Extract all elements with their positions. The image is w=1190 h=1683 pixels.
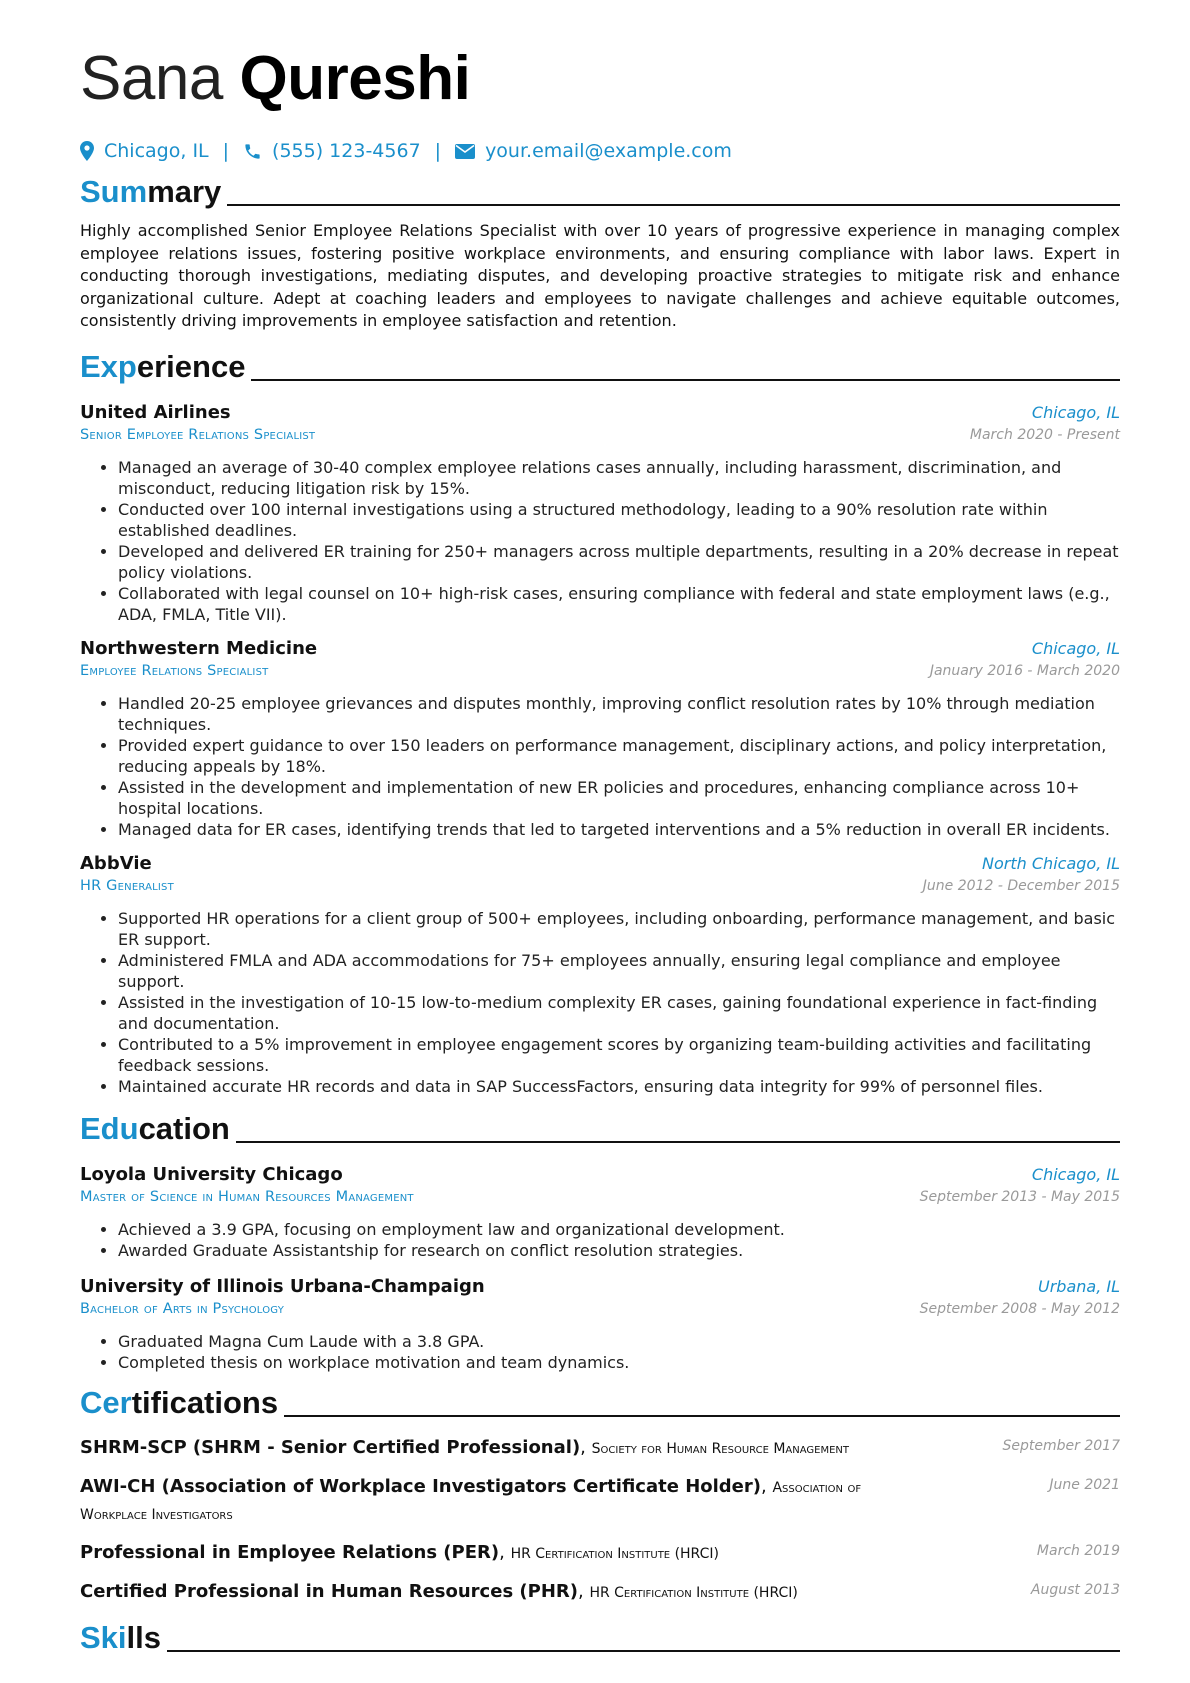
school-location: Urbana, IL — [1038, 1276, 1120, 1296]
contact-location — [80, 140, 209, 162]
bullet-item: • Developed and delivered ER training for 250+ managers across multiple departments, resulting in a 20% decrease in repeat policy violations. — [118, 541, 1120, 583]
bullet-item: • Awarded Graduate Assistantship for research on conflict resolution strategies. — [118, 1240, 1120, 1261]
location-text: Chicago, IL — [104, 140, 209, 162]
job-dates: January 2016 - March 2020 — [929, 662, 1120, 679]
cert-issuer: HR Certification Institute (HRCI) — [510, 1545, 719, 1562]
summary-text: Highly accomplished Senior Employee Relations Specialist with over 10 years of progressive experience in managing complex employee relations issues, fostering positive workplace environments, and ensuring compliance with labor laws. Expert in conducting thorough investigations, mediating disputes, and developing proactive strategies to mitigate risk and enhance organizational culture. Adept at coaching leaders and employees to navigate challenges and achieve equitable outcomes, consistently driving improvements in employee satisfaction and retention. — [80, 221, 1120, 331]
cert-name: AWI-CH (Association of Workplace Investigators Certificate Holder) — [80, 1475, 761, 1497]
bullet-item: • Assisted in the development and implementation of new ER policies and procedures, enhancing compliance across 10+ hospital locations. — [118, 777, 1120, 819]
summary-heading — [80, 172, 1120, 212]
education-heading — [80, 1109, 1120, 1149]
cert-date: September 2017 — [1002, 1437, 1120, 1454]
bullet-item: • Achieved a 3.9 GPA, focusing on employment law and organizational development. — [118, 1219, 1120, 1240]
bullet-item: • Maintained accurate HR records and data in SAP SuccessFactors, ensuring data integrity for 99% of personnel files. — [118, 1076, 1120, 1097]
section-divider — [251, 379, 1120, 381]
job-location: Chicago, IL — [1031, 402, 1120, 422]
school-location: Chicago, IL — [1031, 1164, 1120, 1184]
school-name: University of Illinois Urbana-Champaign — [80, 1275, 485, 1297]
bullet-item: • Conducted over 100 internal investigations using a structured methodology, leading to a 90% resolution rate within established deadlines. — [118, 499, 1120, 541]
school-entry — [80, 1275, 1120, 1373]
resume-page — [80, 40, 1120, 1658]
job-location: North Chicago, IL — [982, 853, 1120, 873]
section-divider — [227, 204, 1120, 206]
degree: Bachelor of Arts in Psychology — [80, 1300, 285, 1317]
job-entry — [80, 637, 1120, 840]
bullet-item: • Completed thesis on workplace motivation and team dynamics. — [118, 1352, 1120, 1373]
certification-item: Certified Professional in Human Resources (PHR), HR Certification Institute (HRCI) August 2013 — [80, 1580, 1120, 1602]
bullet-item: • Handled 20-25 employee grievances and disputes monthly, improving conflict resolution rates by 10% through mediation techniques. — [118, 693, 1120, 735]
cert-issuer: Association of Workplace Investigators — [80, 1479, 862, 1523]
bullet-item: • Provided expert guidance to over 150 leaders on performance management, disciplinary actions, and policy interpretation, reducing appeals by 18%. — [118, 735, 1120, 777]
contact-separator: | — [222, 140, 230, 162]
bullet-item: • Assisted in the investigation of 10-15 low-to-medium complexity ER cases, gaining foundational experience in fact-finding and documentation. — [118, 992, 1120, 1034]
bullet-item: • Managed data for ER cases, identifying trends that led to targeted interventions and a 5% reduction in overall ER incidents. — [118, 819, 1120, 840]
job-dates: June 2012 - December 2015 — [922, 877, 1120, 894]
job-bullets — [80, 908, 1120, 1097]
section-divider — [236, 1141, 1120, 1143]
contact-phone[interactable] — [243, 140, 421, 162]
job-bullets — [80, 457, 1120, 625]
certification-item: AWI-CH (Association of Workplace Investigators Certificate Holder), Association of Workplace Investigators June 2021 — [80, 1475, 1120, 1523]
school-dates: September 2013 - May 2015 — [919, 1188, 1120, 1205]
section-title: Skills — [80, 1619, 161, 1655]
cert-name: Certified Professional in Human Resources (PHR) — [80, 1580, 578, 1602]
section-divider — [167, 1650, 1120, 1652]
section-title: Certifications — [80, 1384, 279, 1420]
cert-name: SHRM-SCP (SHRM - Senior Certified Professional) — [80, 1436, 581, 1458]
job-title: Senior Employee Relations Specialist — [80, 426, 316, 443]
envelope-icon — [455, 144, 475, 159]
first-name: Sana — [80, 44, 223, 113]
bullet-item: • Managed an average of 30-40 complex employee relations cases annually, including harassment, discrimination, and misconduct, reducing litigation risk by 15%. — [118, 457, 1120, 499]
bullet-item: • Administered FMLA and ADA accommodations for 75+ employees annually, ensuring legal compliance and employee support. — [118, 950, 1120, 992]
job-location: Chicago, IL — [1031, 638, 1120, 658]
last-name: Qureshi — [239, 44, 471, 113]
cert-date: August 2013 — [1030, 1581, 1120, 1598]
contact-bar — [80, 140, 1120, 162]
cert-issuer: HR Certification Institute (HRCI) — [589, 1584, 798, 1601]
bullet-item: • Supported HR operations for a client group of 500+ employees, including onboarding, performance management, and basic ER support. — [118, 908, 1120, 950]
job-title: Employee Relations Specialist — [80, 662, 269, 679]
job-entry — [80, 401, 1120, 625]
employer-name: United Airlines — [80, 401, 231, 423]
contact-email[interactable] — [455, 140, 732, 162]
phone-icon — [243, 142, 262, 161]
bullet-item: • Contributed to a 5% improvement in employee engagement scores by organizing team-building activities and facilitating feedback sessions. — [118, 1034, 1120, 1076]
email-text: your.email@example.com — [485, 140, 732, 162]
job-title: HR Generalist — [80, 877, 174, 894]
cert-name: Professional in Employee Relations (PER) — [80, 1541, 500, 1563]
school-dates: September 2008 - May 2012 — [919, 1300, 1120, 1317]
contact-separator: | — [434, 140, 442, 162]
location-pin-icon — [80, 141, 94, 161]
section-title: Summary — [80, 174, 222, 209]
bullet-item: • Graduated Magna Cum Laude with a 3.8 GPA. — [118, 1331, 1120, 1352]
cert-date: June 2021 — [1049, 1476, 1120, 1493]
cert-date: March 2019 — [1036, 1542, 1120, 1559]
certifications-heading — [80, 1383, 1120, 1423]
certification-item: SHRM-SCP (SHRM - Senior Certified Professional), Society for Human Resource Management September 2017 — [80, 1436, 1120, 1458]
candidate-name — [80, 40, 1120, 118]
section-divider — [284, 1415, 1120, 1417]
experience-heading — [80, 347, 1120, 387]
school-name: Loyola University Chicago — [80, 1163, 343, 1185]
employer-name: Northwestern Medicine — [80, 637, 318, 659]
section-title: Education — [80, 1110, 230, 1146]
skills-heading — [80, 1618, 1120, 1658]
school-entry — [80, 1163, 1120, 1261]
school-bullets — [80, 1219, 1120, 1261]
certification-item: Professional in Employee Relations (PER), HR Certification Institute (HRCI) March 2019 — [80, 1541, 1120, 1563]
job-bullets — [80, 693, 1120, 840]
employer-name: AbbVie — [80, 852, 152, 874]
bullet-item: • Collaborated with legal counsel on 10+ high-risk cases, ensuring compliance with federal and state employment laws (e.g., ADA, FMLA, Title VII). — [118, 583, 1120, 625]
job-entry — [80, 852, 1120, 1097]
cert-issuer: Society for Human Resource Management — [591, 1440, 850, 1457]
school-bullets — [80, 1331, 1120, 1373]
section-title: Experience — [80, 348, 246, 384]
degree: Master of Science in Human Resources Management — [80, 1188, 414, 1205]
phone-text: (555) 123-4567 — [272, 140, 421, 162]
job-dates: March 2020 - Present — [969, 426, 1120, 443]
